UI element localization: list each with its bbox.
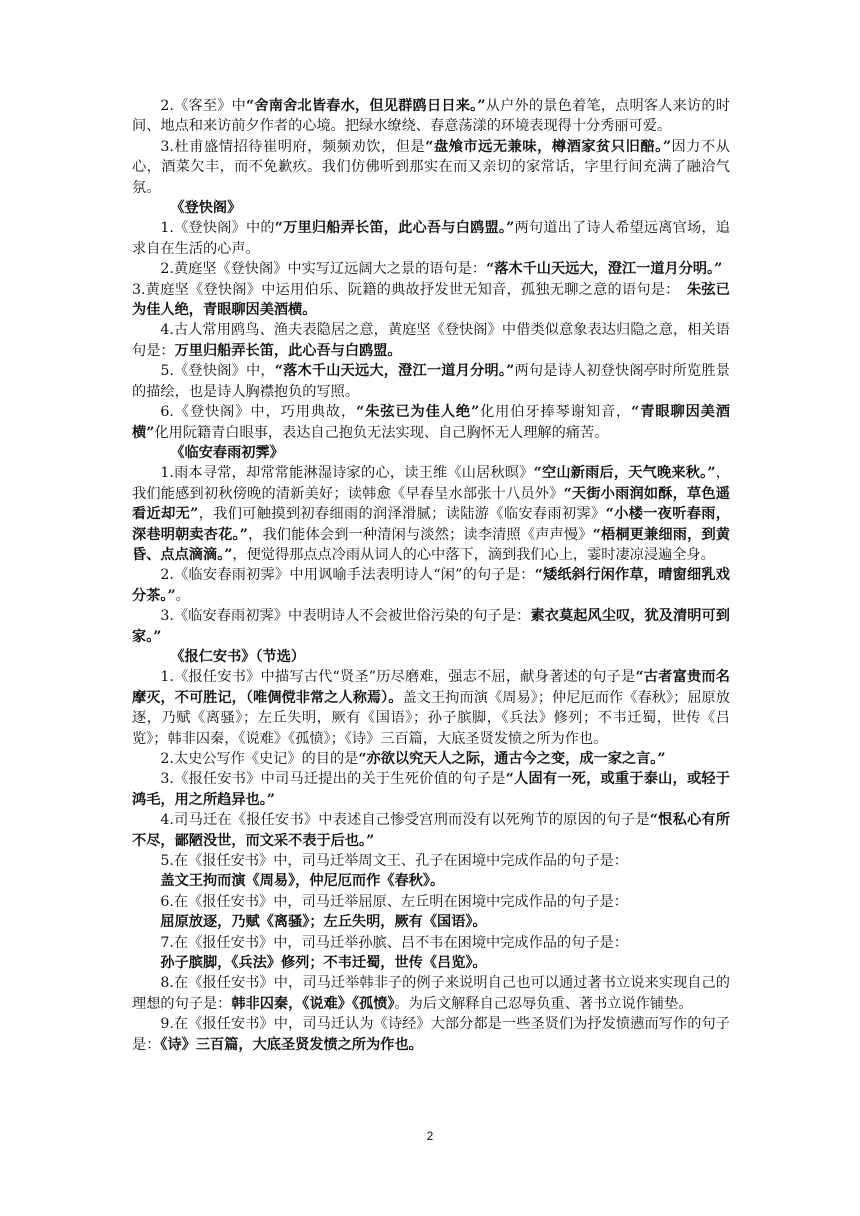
text-run: 8.在《报任安书》中，司马迁举韩非子的例子来说明自己也可以通过著书立说来实现自己的理想的句子是： xyxy=(132,975,730,1012)
bold-text: 盖文王拘而演《周易》，仲尼厄而作《春秋》。 xyxy=(160,873,445,890)
paragraph xyxy=(132,769,730,810)
text-run: 从户外的景色着笔，点明客人来访的时间、地点和来访前夕作者的心境。把绿水缭绕、春意荡漾的环境表现得十分秀丽可爱。 xyxy=(132,98,730,135)
document-body xyxy=(132,96,737,1055)
bold-text: 万里归船弄长笛，此心吾与白鸥盟。 xyxy=(174,342,402,359)
bold-text: “恨私心有所不尽，鄙陋没世，而文采不表于后也。” xyxy=(132,812,730,849)
paragraph xyxy=(132,851,730,871)
bold-text: 《诗》三百篇，大底圣贤发愤之所为作也。 xyxy=(160,1036,423,1053)
text-run: 7.在《报任安书》中，司马迁举孙膑、吕不韦在困境中完成作品的句子是： xyxy=(160,934,628,951)
bold-text: “矮纸斜行闲作草，晴窗细乳戏分茶。” xyxy=(132,567,730,604)
text-run: 6.《登快阁》中，巧用典故， xyxy=(160,404,357,421)
paragraph xyxy=(132,953,730,973)
text-run: 2.《客至》中 xyxy=(160,98,247,114)
section-heading xyxy=(132,198,730,218)
bold-text: “古者富贵而名摩灭，不可胜记，（唯倜傥非常之人称焉）。 xyxy=(132,669,730,706)
paragraph xyxy=(132,749,730,769)
bold-text: “万里归船弄长笛，此心吾与白鸥盟。” xyxy=(274,220,515,237)
text-run: 5.在《报任安书》中，司马迁举周文王、孔子在困境中完成作品的句子是： xyxy=(160,853,628,870)
bold-text: “青眼聊因美酒横” xyxy=(132,404,730,441)
text-run: 2.《临安春雨初霁》中用讽喻手法表明诗人“闲”的句子是： xyxy=(160,567,535,584)
text-run: 化用阮籍青白眼事，表达自己抱负无法实现、自己胸怀无人理解的痛苦。 xyxy=(154,424,609,441)
paragraph xyxy=(132,96,730,137)
bold-text: 孙子膑脚，《兵法》修列；不韦迁蜀，世传《吕览》。 xyxy=(160,955,487,972)
bold-text: “舍南舍北皆春水，但见群鸥日日来。” xyxy=(246,98,486,114)
text-run: 5.《登快阁》中， xyxy=(160,363,275,380)
paragraph xyxy=(132,320,730,361)
text-run: 盖文王拘而演《周易》；仲尼厄而作《春秋》；屈原放逐，乃赋《离骚》；左丘失明，厥有《国语》；孙子膑脚，《兵法》修列；不韦迁蜀，世传《吕览》；韩非囚秦，《说难》《孤愤》；《诗》三百篇，大底圣贤发愤之所为作也。 xyxy=(132,689,730,747)
bold-text: “小楼一夜听春雨，深巷明朝卖杏花。” xyxy=(132,506,730,543)
text-run: 9.在《报任安书》中，司马迁认为《诗经》大部分都是一些圣贤们为抒发愤懑而写作的句子是： xyxy=(132,1016,730,1053)
text-run: 两句是诗人初登快阁亭时所览胜景的描绘，也是诗人胸襟抱负的写照。 xyxy=(132,363,730,400)
text-run: 2.太史公写作《史记》的目的是 xyxy=(160,751,359,767)
text-run: 3.杜甫盛情招待崔明府，频频劝饮，但是 xyxy=(160,138,426,155)
paragraph xyxy=(132,892,730,912)
text-run: 两句道出了诗人希望远离官场，追求自在生活的心声。 xyxy=(132,220,730,257)
bold-text: “天街小雨润如酥，草色遥看近却无” xyxy=(132,485,730,523)
paragraph xyxy=(132,1014,730,1055)
paragraph xyxy=(132,871,730,891)
text-run: 1.雨本寻常，却常常能淋湿诗家的心，读王维《山居秋暝》 xyxy=(160,465,534,482)
text-run: 因力不从心，酒菜欠丰，而不免歉疚。我们仿佛听到那实在而又亲切的家常话，字里行间充满了融洽气氛。 xyxy=(132,138,730,196)
text-run: 3.黄庭坚《登快阁》中运用伯乐、阮籍的典故抒发世无知音，孤独无聊之意的语句是： xyxy=(132,261,737,298)
text-run: ，我们可触摸到初春细雨的润泽滑腻；读陆游《临安春雨初霁》 xyxy=(198,506,606,523)
bold-text: 素衣莫起风尘叹，犹及清明可到家。” xyxy=(132,608,730,645)
bold-text: “盘飧市远无兼味，樽酒家贫只旧醅。” xyxy=(425,138,671,155)
text-run: ，我们能体会到一种清闲与淡然；读李清照《声声慢》 xyxy=(247,526,593,543)
paragraph xyxy=(132,810,730,851)
paragraph xyxy=(132,361,730,402)
paragraph xyxy=(132,259,737,320)
bold-text: “落木千山天远大，澄江一道月分明。” xyxy=(486,261,723,278)
paragraph xyxy=(132,667,730,749)
paragraph xyxy=(132,973,730,1014)
text-run: ，我们能感到初秋傍晚的清新美好；读韩愈《早春呈水部张十八员外》 xyxy=(132,465,730,502)
paragraph xyxy=(132,933,730,953)
bold-text: “亦欲以究天人之际，通古今之变，成一家之言。” xyxy=(358,751,666,767)
text-run: 4.司马迁在《报任安书》中表述自己惨受宫刑而没有以死殉节的原因的句子是 xyxy=(160,812,650,829)
paragraph xyxy=(132,402,730,443)
bold-text: 朱弦已为佳人绝，青眼聊因美酒横。 xyxy=(132,281,730,319)
bold-text: “人固有一死，或重于泰山，或轻于鸿毛，用之所趋异也。” xyxy=(132,771,730,808)
text-run: 3.《临安春雨初霁》中表明诗人不会被世俗污染的句子是： xyxy=(160,608,531,625)
text-run: 2.黄庭坚《登快阁》中实写辽远阔大之景的语句是： xyxy=(160,261,487,278)
text-run: 。 xyxy=(175,587,190,604)
bold-text: “朱弦已为佳人绝” xyxy=(356,404,480,421)
bold-text: 《报仁安书》（节选） xyxy=(170,648,306,665)
bold-text: “落木千山天远大，澄江一道月分明。” xyxy=(274,363,515,380)
paragraph xyxy=(132,137,730,198)
text-run: 6.在《报任安书》中，司马迁举屈原、左丘明在困境中完成作品的句子是： xyxy=(160,893,628,910)
paragraph xyxy=(132,218,730,259)
text-run: ，便觉得那点点冷雨从词人的心中落下，滴到我们心上，霎时凄凉浸遍全身。 xyxy=(232,546,715,563)
page-number: 2 xyxy=(426,1129,434,1143)
paragraph xyxy=(132,565,730,606)
bold-text: 《临安春雨初霁》 xyxy=(170,444,284,461)
paragraph xyxy=(132,912,730,932)
text-run: 化用伯牙捧琴谢知音， xyxy=(479,404,632,421)
bold-text: 韩非囚秦，《说难》《孤愤》 xyxy=(231,995,395,1012)
bold-text: “梧桐更兼细雨，到黄昏、点点滴滴。” xyxy=(132,526,731,563)
text-run: 。为后文解释自己忍辱负重、著书立说作铺垫。 xyxy=(394,995,693,1012)
bold-text: 《登快阁》 xyxy=(170,200,242,217)
paragraph xyxy=(132,463,730,565)
paragraph xyxy=(132,606,730,647)
text-run: 1.《登快阁》中的 xyxy=(160,220,275,237)
section-heading xyxy=(132,443,730,463)
text-run: 4.古人常用鸥鸟、渔夫表隐居之意，黄庭坚《登快阁》中借类似意象表达归隐之意，相关语句是： xyxy=(132,322,730,359)
text-run: 3.《报任安书》中司马迁提出的关于生死价值的句子是 xyxy=(160,771,506,788)
section-heading xyxy=(132,647,730,667)
text-run: 1.《报任安书》中描写古代“贤圣”历尽磨难，强志不屈，献身著述的句子是 xyxy=(160,669,636,686)
bold-text: “空山新雨后，天气晚来秋。” xyxy=(533,465,716,482)
bold-text: 屈原放逐，乃赋《离骚》；左丘失明，厥有《国语》。 xyxy=(160,914,487,931)
